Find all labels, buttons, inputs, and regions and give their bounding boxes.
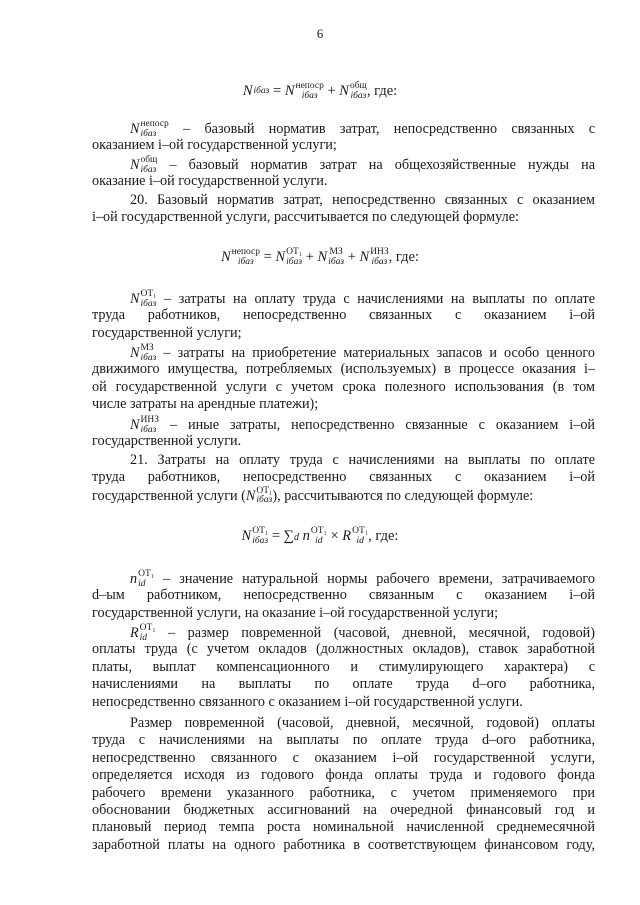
formula-direct-norm: N непоср iбаз = N ОТ₁ iбаз + N МЗ iбаз + N ИНЗ iбаз , где: <box>220 247 419 267</box>
formula-labor-costs: N ОТ₁ iбаз = ∑d n ОТ₁ id × R ОТ₁ id , где: <box>241 526 399 546</box>
definition-labor-costs: N ОТ₁ iбаз – затраты на оплату труда с начислениями на выплаты по оплате труда работников, непосредственно связанных с оказанием i–ой государственной услуги; <box>92 289 595 341</box>
definition-material-costs: N МЗ iбаз – затраты на приобретение материальных запасов и особо ценного движимого имущества, потребляемых (используемых) в процессе оказания i– ой государственной услуги с учетом срока полезного использования (в том числе затраты на арендные платежи); <box>92 343 595 413</box>
paragraph-20: 20. Базовый норматив затрат, непосредственно связанных с оказанием i–ой государственной услуги, рассчитывается по следующей формуле: <box>92 192 595 226</box>
definition-pay-rate: R ОТ₁ id – размер повременной (часовой, дневной, месячной, годовой) оплаты труда (с учетом окладов (должностных окладов), ставок заработной платы, выплат компенсационного и стимулирующего характера) с начислениями на выплаты по оплате труда d–ого работника, непосредственно связанного с оказанием i–ой государственной услуги. <box>92 623 595 710</box>
paragraph-pay-rate-calculation: Размер повременной (часовой, дневной, месячной, годовой) оплаты труда с начислениями на выплаты по оплате труда d–ого работника, непосредственно связанного с оказанием i–ой государственной услуги, определяется исходя из годового фонда оплаты труда и годового фонда рабочего времени указанного работника, с учетом применяемого при обосновании бюджетных ассигнований на очередной финансовый год и плановый период темпа роста номинальной начисленной среднемесячной заработной платы на одного работника в соответствующем финансовом году, <box>92 715 595 853</box>
definition-general-norm: N общ iбаз – базовый норматив затрат на общехозяйственные нужды на оказание i–ой государственной услуги. <box>92 155 595 190</box>
definition-other-costs: N ИНЗ iбаз – иные затраты, непосредственно связанные с оказанием i–ой государственной услуги. <box>92 415 596 450</box>
paragraph-21: 21. Затраты на оплату труда с начислениями на выплаты по оплате труда работников, непосредственно связанных с оказанием i–ой государственной услуги (N ОТ₁ iбаз ), рассчитываются по следующей формуле: <box>92 452 595 506</box>
page-number: 6 <box>316 26 324 41</box>
formula-base-norm: N iбаз = N непоср iбаз + N общ iбаз , где: <box>242 81 398 101</box>
definition-direct-norm: N непоср iбаз – базовый норматив затрат, непосредственно связанных с оказанием i–ой государственной услуги; <box>92 119 595 154</box>
definition-time-norm: n ОТ₁ id – значение натуральной нормы рабочего времени, затрачиваемого d–ым работником, непосредственно связанным с оказанием i–ой государственной услуги, на оказание i–ой государственной услуги; <box>92 569 595 621</box>
